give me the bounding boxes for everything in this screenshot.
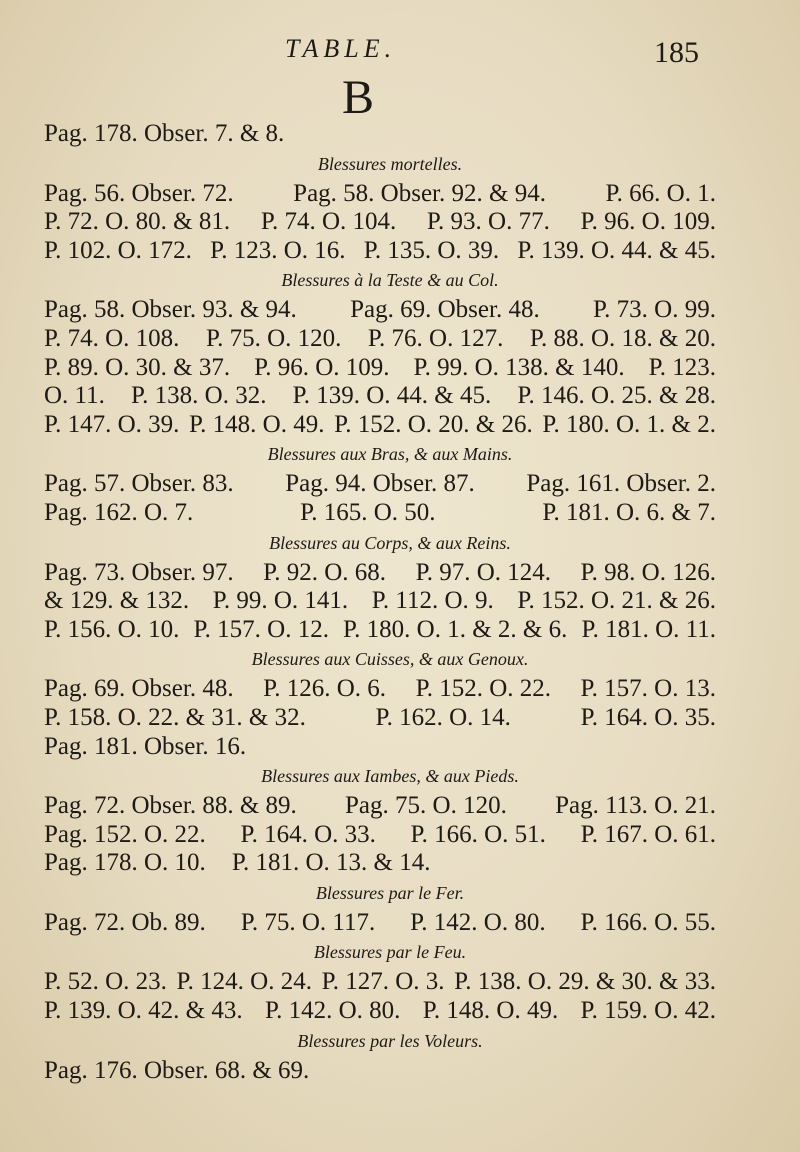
reference-line: [44, 675, 716, 704]
reference-group: P. 138. O. 29. & 30. & 33.: [454, 968, 716, 996]
reference-line: [44, 120, 716, 149]
reference-group: P. 181. O. 6. & 7.: [542, 498, 716, 526]
reference-group: P. 139. O. 42. & 43.: [44, 997, 243, 1025]
reference-group: P. 181. O. 11.: [581, 615, 716, 643]
reference-group: Pag. 72. Obser. 88. & 89.: [44, 792, 297, 820]
reference-group: P. 166. O. 51.: [410, 820, 546, 848]
reference-line: [44, 325, 716, 354]
page-header: [0, 34, 800, 74]
section-heading: Blessures par le Fer.: [315, 882, 465, 903]
reference-group: Pag. 72. Ob. 89.: [44, 908, 206, 936]
reference-line: [44, 587, 716, 616]
reference-group: Pag. 113. O. 21.: [555, 792, 716, 820]
reference-group: P. 180. O. 1. & 2.: [542, 410, 716, 438]
reference-group: P. 99. O. 141.: [212, 587, 349, 615]
reference-line: [44, 733, 716, 762]
reference-group: P. 180. O. 1. & 2. & 6.: [343, 615, 568, 643]
reference-group: P. 142. O. 80.: [264, 997, 401, 1025]
reference-group: Pag. 58. Obser. 93. & 94.: [44, 296, 297, 324]
index-section: [44, 644, 716, 761]
section-heading: Blessures par les Voleurs.: [297, 1030, 483, 1051]
reference-group: P. 72. O. 80. & 81.: [44, 208, 231, 236]
section-letter: B: [341, 71, 374, 124]
reference-group: P. 164. O. 33.: [240, 820, 376, 848]
reference-group: P. 147. O. 39.: [44, 410, 180, 438]
reference-group: Pag. 162. O. 7.: [44, 498, 194, 526]
reference-line: [44, 470, 716, 499]
reference-group: Pag. 181. Obser. 16.: [44, 732, 247, 760]
reference-group: P. 127. O. 3.: [321, 968, 445, 996]
reference-group: P. 96. O. 109.: [580, 208, 716, 236]
reference-group: P. 123. O. 16.: [210, 236, 346, 264]
reference-group: Pag. 56. Obser. 72.: [44, 179, 234, 207]
reference-group: P. 73. O. 99.: [593, 296, 716, 324]
reference-group: P. 135. O. 39.: [363, 236, 500, 264]
reference-group: P. 92. O. 68.: [263, 558, 387, 586]
reference-group: P. 75. O. 117.: [240, 908, 376, 936]
reference-group: P. 102. O. 172.: [44, 236, 192, 264]
reference-line: [44, 354, 716, 383]
reference-line: [44, 1057, 716, 1086]
reference-group: Pag. 178. O. 10.: [44, 849, 206, 877]
reference-line: [44, 208, 716, 237]
reference-group: P. 123.: [648, 353, 716, 381]
reference-group: P. 148. O. 49.: [422, 997, 559, 1025]
section-heading: Blessures aux Iambes, & aux Pieds.: [261, 766, 519, 787]
index-section: [44, 265, 716, 439]
index-section: [44, 937, 716, 1025]
reference-group: P. 159. O. 42.: [580, 997, 716, 1025]
reference-line: [44, 849, 716, 878]
reference-group: P. 162. O. 14.: [375, 703, 511, 731]
reference-line: [44, 499, 716, 528]
reference-line: [44, 821, 716, 850]
reference-group: P. 76. O. 127.: [367, 324, 504, 352]
reference-group: P. 181. O. 13. & 14.: [231, 849, 431, 877]
reference-group: Pag. 176. Obser. 68. & 69.: [44, 1056, 310, 1084]
reference-group: P. 157. O. 13.: [580, 675, 716, 703]
index-body: [44, 120, 716, 1085]
reference-group: Pag. 178. Obser. 7. & 8.: [44, 120, 285, 147]
reference-line: [44, 411, 716, 440]
reference-group: P. 97. O. 124.: [415, 558, 552, 586]
reference-line: [44, 616, 716, 645]
reference-group: P. 158. O. 22. & 31. & 32.: [44, 703, 306, 731]
reference-line: [44, 382, 716, 411]
reference-group: P. 157. O. 12.: [193, 615, 329, 643]
reference-group: Pag. 57. Obser. 83.: [44, 470, 234, 498]
reference-group: P. 148. O. 49.: [189, 410, 325, 438]
reference-group: Pag. 161. Obser. 2.: [526, 470, 716, 498]
running-title: TABLE.: [285, 34, 397, 63]
reference-group: P. 112. O. 9.: [371, 587, 494, 615]
reference-line: [44, 180, 716, 209]
reference-group: & 129. & 132.: [44, 587, 190, 615]
reference-group: P. 164. O. 35.: [580, 703, 716, 731]
reference-group: P. 88. O. 18. & 20.: [529, 324, 716, 352]
index-section: [44, 439, 716, 527]
reference-group: P. 152. O. 22.: [415, 675, 552, 703]
page-number: 185: [654, 36, 699, 69]
reference-group: P. 66. O. 1.: [605, 179, 716, 207]
reference-group: P. 126. O. 6.: [263, 675, 387, 703]
reference-group: P. 166. O. 55.: [580, 908, 716, 936]
reference-group: Pag. 69. Obser. 48.: [44, 675, 234, 703]
index-section: [44, 149, 716, 266]
reference-line: [44, 792, 716, 821]
reference-group: P. 139. O. 44. & 45.: [517, 236, 716, 264]
index-section: [44, 761, 716, 878]
reference-group: P. 156. O. 10.: [44, 615, 180, 643]
reference-line: [44, 997, 716, 1026]
reference-group: P. 75. O. 120.: [205, 324, 342, 352]
reference-line: [44, 237, 716, 266]
reference-group: P. 98. O. 126.: [580, 558, 716, 586]
index-section: [44, 528, 716, 645]
index-section: [44, 1026, 716, 1086]
section-heading: Blessures à la Teste & au Col.: [281, 270, 499, 291]
reference-group: P. 89. O. 30. & 37.: [44, 353, 231, 381]
reference-group: P. 96. O. 109.: [254, 353, 390, 381]
reference-group: P. 142. O. 80.: [410, 908, 546, 936]
reference-group: Pag. 75. O. 120.: [345, 792, 507, 820]
reference-group: Pag. 94. Obser. 87.: [285, 470, 475, 498]
reference-group: P. 52. O. 23.: [44, 968, 167, 996]
section-heading: Blessures mortelles.: [317, 153, 463, 174]
reference-line: [44, 909, 716, 938]
reference-group: P. 167. O. 61.: [580, 820, 716, 848]
reference-line: [44, 296, 716, 325]
section-heading: Blessures par le Feu.: [313, 942, 467, 963]
reference-group: P. 74. O. 104.: [260, 208, 397, 236]
reference-group: P. 165. O. 50.: [300, 498, 436, 526]
reference-group: Pag. 58. Obser. 92. & 94.: [293, 179, 546, 207]
reference-group: Pag. 152. O. 22.: [44, 820, 206, 848]
reference-line: [44, 704, 716, 733]
index-section: [44, 878, 716, 938]
section-heading: Blessures aux Bras, & aux Mains.: [267, 444, 513, 465]
reference-group: P. 138. O. 32.: [131, 382, 267, 410]
reference-group: Pag. 69. Obser. 48.: [350, 296, 540, 324]
reference-group: P. 139. O. 44. & 45.: [292, 382, 492, 410]
reference-group: P. 124. O. 24.: [176, 968, 312, 996]
reference-group: P. 152. O. 21. & 26.: [517, 587, 716, 615]
reference-group: O. 11.: [44, 382, 105, 410]
reference-group: P. 93. O. 77.: [426, 208, 550, 236]
reference-group: P. 99. O. 138. & 140.: [413, 353, 625, 381]
reference-group: P. 146. O. 25. & 28.: [517, 382, 716, 410]
reference-group: P. 152. O. 20. & 26.: [334, 410, 533, 438]
section-heading: Blessures aux Cuisses, & aux Genoux.: [251, 649, 529, 670]
index-section: [44, 120, 716, 149]
reference-line: [44, 968, 716, 997]
reference-line: [44, 559, 716, 588]
reference-group: P. 74. O. 108.: [44, 324, 180, 352]
reference-group: Pag. 73. Obser. 97.: [44, 558, 234, 586]
section-heading: Blessures au Corps, & aux Reins.: [269, 532, 511, 553]
